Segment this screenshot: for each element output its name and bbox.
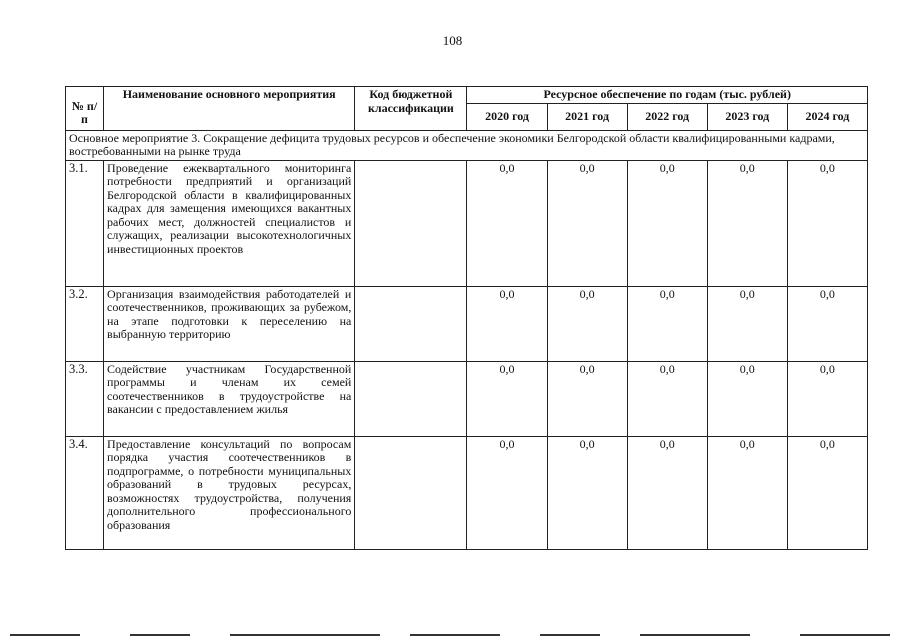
row-value-2024: 0,0 (787, 160, 867, 286)
row-value-2024: 0,0 (787, 286, 867, 361)
row-value-2020: 0,0 (467, 361, 547, 436)
table-row (66, 361, 868, 436)
row-value-2024: 0,0 (787, 361, 867, 436)
page-number: 108 (442, 33, 463, 48)
row-budget-code (355, 160, 467, 286)
row-activity-name: Содействие участникам Государственной программы и членам их семей соотечественников в трудоустройстве на вакансии с предоставлением жилья (104, 361, 355, 436)
row-value-2020: 0,0 (467, 436, 547, 549)
row-value-2023: 0,0 (707, 436, 787, 549)
row-value-2022: 0,0 (627, 361, 707, 436)
row-activity-name: Организация взаимодействия работодателей и соотечественников, проживающих за рубежом, на этапе подготовки к переселению на выбранную территорию (104, 286, 355, 361)
header-resources: Ресурсное обеспечение по годам (тыс. рублей) (467, 87, 868, 104)
row-value-2022: 0,0 (627, 436, 707, 549)
row-value-2021: 0,0 (547, 160, 627, 286)
row-number: 3.4. (66, 436, 104, 549)
row-value-2022: 0,0 (627, 286, 707, 361)
row-value-2020: 0,0 (467, 286, 547, 361)
row-budget-code (355, 436, 467, 549)
row-value-2023: 0,0 (707, 361, 787, 436)
header-year-2020: 2020 год (467, 103, 547, 130)
header-budget-code: Код бюджетной классификации (355, 87, 467, 131)
section-title: Основное мероприятие 3. Сокращение дефицита трудовых ресурсов и обеспечение экономики Белгородской области квалифицированными кадрами, востребованными на рынке труда (66, 130, 868, 160)
row-activity-name: Проведение ежеквартального мониторинга потребности предприятий и организаций Белгородской области в квалифицированных кадрах для замещения имеющихся вакантных рабочих мест, должностей специалистов и служащих, реализации высокотехнологичных инвестиционных проектов (104, 160, 355, 286)
header-year-2023: 2023 год (707, 103, 787, 130)
row-value-2023: 0,0 (707, 160, 787, 286)
row-number: 3.2. (66, 286, 104, 361)
row-value-2021: 0,0 (547, 286, 627, 361)
table-row (66, 436, 868, 549)
section-row (66, 130, 868, 160)
row-number: 3.1. (66, 160, 104, 286)
header-number: № п/п (66, 87, 104, 131)
header-year-2021: 2021 год (547, 103, 627, 130)
resource-table (65, 86, 868, 550)
header-year-2024: 2024 год (787, 103, 867, 130)
table-row (66, 286, 868, 361)
row-value-2021: 0,0 (547, 361, 627, 436)
row-value-2021: 0,0 (547, 436, 627, 549)
row-number: 3.3. (66, 361, 104, 436)
row-value-2023: 0,0 (707, 286, 787, 361)
table-row (66, 160, 868, 286)
scan-footer-artifact (0, 634, 905, 640)
row-budget-code (355, 361, 467, 436)
row-activity-name: Предоставление консультаций по вопросам порядка участия соотечественников в подпрограмме, о потребности муниципальных образований в трудовых ресурсах, возможностях трудоустройства, получения дополнительного профессионального образования (104, 436, 355, 549)
header-activity-name: Наименование основного мероприятия (104, 87, 355, 131)
row-value-2024: 0,0 (787, 436, 867, 549)
row-budget-code (355, 286, 467, 361)
row-value-2022: 0,0 (627, 160, 707, 286)
header-year-2022: 2022 год (627, 103, 707, 130)
row-value-2020: 0,0 (467, 160, 547, 286)
